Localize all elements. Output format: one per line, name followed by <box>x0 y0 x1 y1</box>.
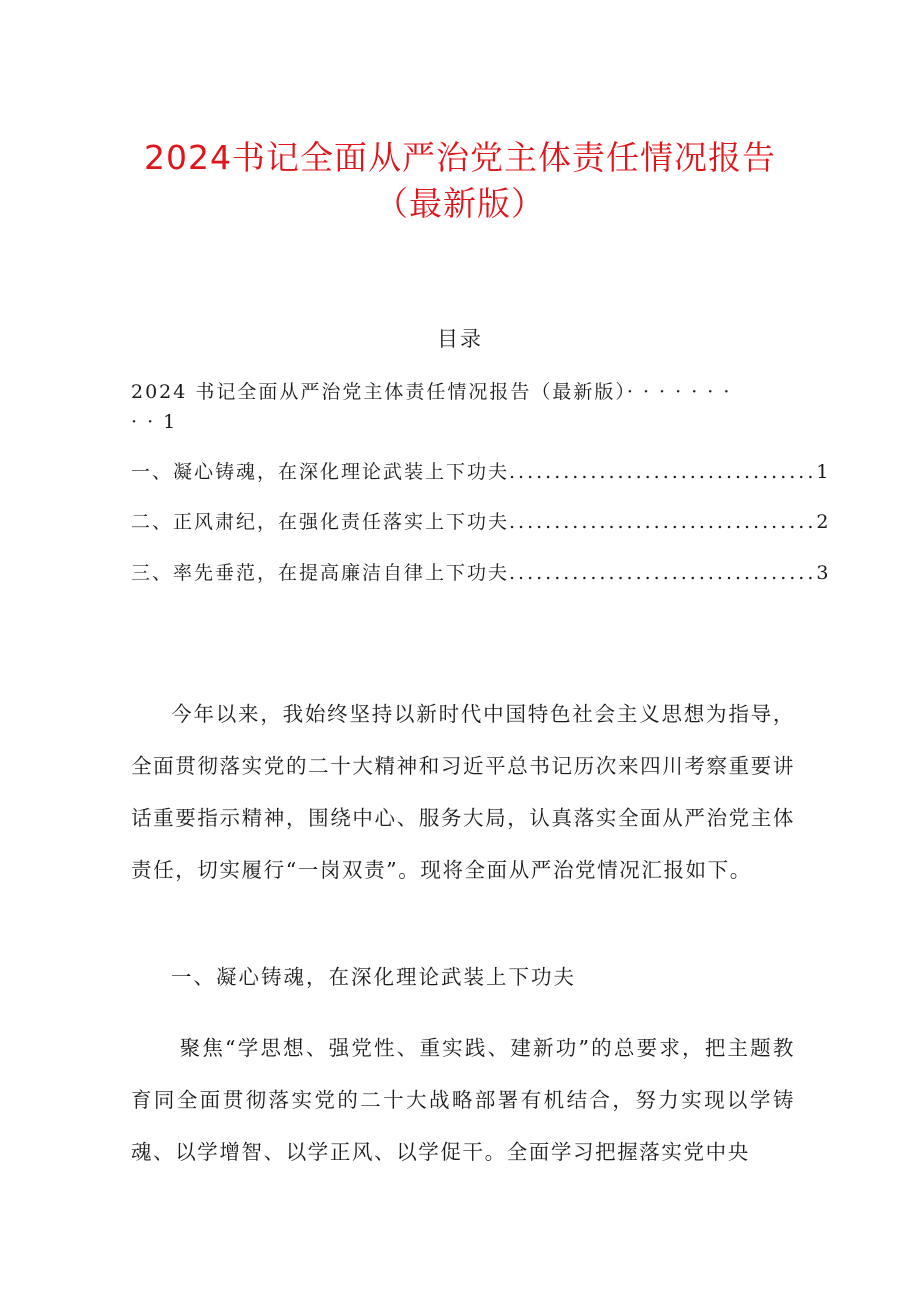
paragraph-text: 聚焦“学思想、强党性、重实践、建新功”的总要求，把主题教育同全面贯彻落实党的二十大战略部署有机结合，努力实现以学铸魂、以学增智、以学正风、以学促干。全面学习把握落实党中央 <box>131 1036 795 1164</box>
section-heading-1: 一、凝心铸魂，在深化理论武装上下功夫 <box>171 965 576 989</box>
toc-entry-label: 三、率先垂范，在提高廉洁自律上下功夫 <box>131 562 510 584</box>
toc-page-number: 3 <box>816 562 829 584</box>
toc-entry-main-line1[interactable]: 2024 书记全面从严治党主体责任情况报告（最新版）· · · · · · · <box>131 381 732 403</box>
toc-entry-section1[interactable] <box>131 459 829 485</box>
toc-entry-section3[interactable] <box>131 560 829 586</box>
body-paragraph-section1 <box>131 1022 795 1178</box>
toc-dot-leader: .................................. <box>509 562 817 584</box>
document-title-line2: （最新版） <box>375 184 545 223</box>
toc-heading: 目录 <box>437 327 483 351</box>
toc-entry-main-line2[interactable]: · · 1 <box>131 411 178 433</box>
toc-page-number: 2 <box>816 511 829 533</box>
document-title-line1: 2024书记全面从严治党主体责任情况报告 <box>144 138 776 177</box>
toc-entry-label: 二、正风肃纪，在强化责任落实上下功夫 <box>131 511 510 533</box>
toc-entry-section2[interactable] <box>131 509 829 535</box>
body-paragraph-intro <box>131 688 795 896</box>
paragraph-text: 今年以来，我始终坚持以新时代中国特色社会主义思想为指导，全面贯彻落实党的二十大精神和习近平总书记历次来四川考察重要讲话重要指示精神，围绕中心、服务大局，认真落实全面从严治党主体责任，切实履行“一岗双责”。现将全面从严治党情况汇报如下。 <box>131 702 795 882</box>
toc-entry-label: 一、凝心铸魂，在深化理论武装上下功夫 <box>131 461 510 483</box>
toc-dot-leader: .................................. <box>509 461 817 483</box>
toc-dot-leader: .................................. <box>509 511 817 533</box>
toc-page-number: 1 <box>816 461 829 483</box>
